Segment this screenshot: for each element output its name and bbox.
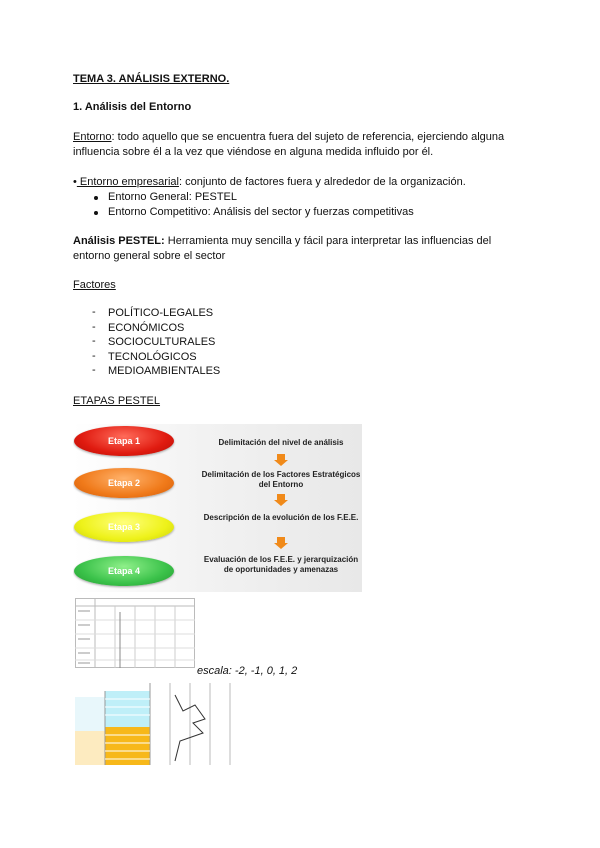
bullet-icon	[94, 196, 98, 200]
list-item: ECONÓMICOS	[108, 322, 185, 334]
pestel-evaluation-table-image	[75, 598, 195, 668]
entorno-definition-line1: Entorno: todo aquello que se encuentra fuera del sujeto de referencia, ejerciendo alguna	[73, 131, 505, 143]
dash-icon: -	[92, 350, 96, 362]
pestel-stages-figure	[73, 424, 362, 592]
stage-2-text: Delimitación de los Factores Estratégicos del Entorno	[201, 470, 361, 489]
list-item: TECNOLÓGICOS	[108, 351, 197, 363]
scale-caption: escala: -2, -1, 0, 1, 2	[197, 665, 298, 677]
profile-grid-graphic	[75, 683, 240, 765]
stage-4-pill: Etapa 4	[74, 556, 174, 586]
factores-heading: Factores	[73, 279, 116, 291]
dash-icon: -	[92, 306, 96, 318]
bullet-icon	[94, 211, 98, 215]
pestel-term: Análisis PESTEL:	[73, 235, 165, 247]
list-item: POLÍTICO-LEGALES	[108, 307, 214, 319]
down-arrow-icon	[277, 537, 285, 543]
pestel-definition-line1: Análisis PESTEL: Herramienta muy sencilla y fácil para interpretar las influencias del	[73, 235, 492, 247]
list-item: Entorno General: PESTEL	[108, 191, 238, 203]
dash-icon: -	[92, 364, 96, 376]
stage-1-text: Delimitación del nivel de análisis	[218, 438, 344, 447]
empresarial-term: Entorno empresarial	[76, 176, 179, 188]
stage-1-pill: Etapa 1	[74, 426, 174, 456]
down-arrow-icon	[277, 494, 285, 500]
table-grid-graphic	[75, 598, 195, 668]
dash-icon: -	[92, 321, 96, 333]
pestel-definition-line2: entorno general sobre el sector	[73, 250, 226, 262]
etapas-heading: ETAPAS PESTEL	[73, 395, 161, 407]
pestel-profile-table-image	[75, 683, 240, 765]
list-item: MEDIOAMBIENTALES	[108, 365, 221, 377]
stage-3-pill: Etapa 3	[74, 512, 174, 542]
stage-2-pill: Etapa 2	[74, 468, 174, 498]
entorno-term: Entorno	[73, 131, 112, 143]
list-item: Entorno Competitivo: Análisis del sector y fuerzas competitivas	[108, 206, 414, 218]
stage-3-text: Descripción de la evolución de los F.E.E.	[203, 513, 359, 522]
down-arrow-icon	[277, 454, 285, 460]
entorno-definition-line2: influencia sobre él a la vez que viéndose en alguna medida influido por él.	[73, 146, 434, 158]
stage-4-text: Evaluación de los F.E.E. y jerarquización de oportunidades y amenazas	[203, 555, 359, 574]
empresarial-line: • Entorno empresarial: conjunto de factores fuera y alrededor de la organización.	[73, 176, 466, 188]
dash-icon: -	[92, 335, 96, 347]
list-item: SOCIOCULTURALES	[108, 336, 216, 348]
section-heading: 1. Análisis del Entorno	[73, 101, 192, 113]
document-title: TEMA 3. ANÁLISIS EXTERNO.	[73, 73, 230, 85]
